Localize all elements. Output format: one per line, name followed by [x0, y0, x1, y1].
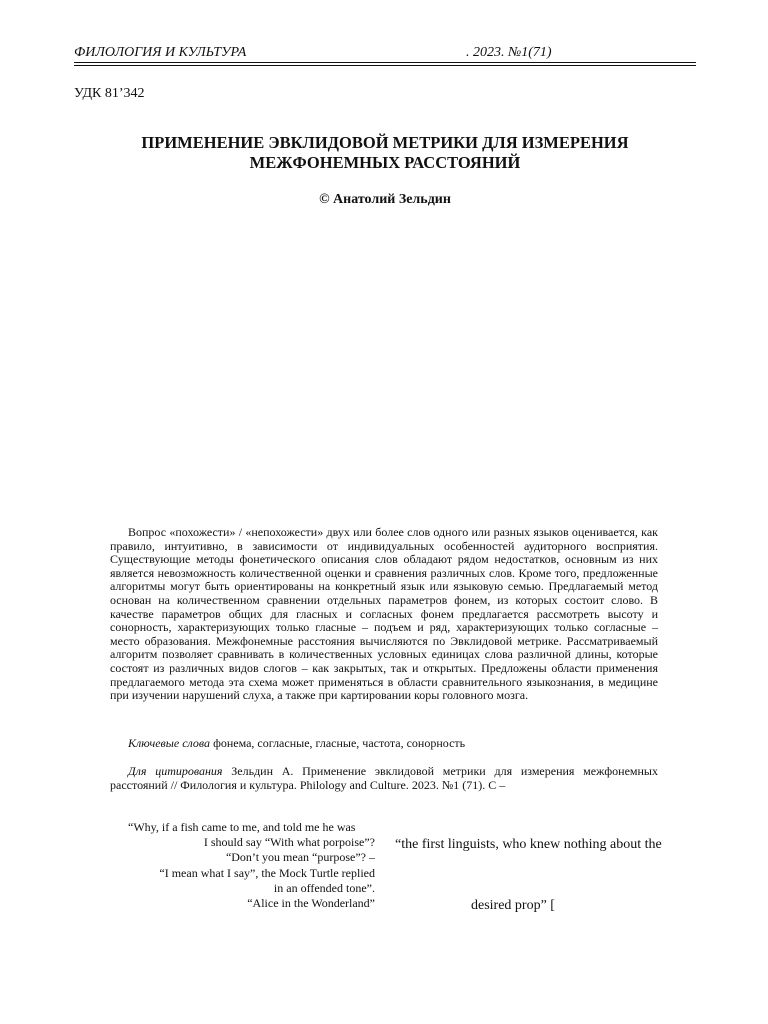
article-title — [74, 133, 696, 173]
issue-number: . 2023. №1(71) — [466, 45, 552, 60]
citation-text: Зельдин А. Применение эвклидовой метрики для измерения межфонемных расстояний // Филология и культура. Philology and Culture. 2023. №1 (71). С – — [110, 764, 658, 792]
epigraph-line: I should say “With what porpoise”? — [203, 835, 375, 850]
epigraph — [100, 820, 375, 911]
citation — [110, 764, 658, 792]
epigraph-line: in an offended tone”. — [273, 880, 375, 895]
keywords-text: фонема, согласные, гласные, частота, сонорность — [213, 736, 466, 750]
abstract-text: Вопрос «похожести» / «непохожести» двух или более слов одного или разных языков оценивается, как правило, интуитивно, в зависимости от индивидуальных особенностей аудиторного восприятия. Существующие методы фонетического описания слов обладают рядом недостатков, основным из них является невозможность количественной оценки и сравнения различных слов. Кроме того, предложенные алгоритмы могут быть ориентированы на конкретный язык или языковую семью. Предлагаемый метод основан на количественном сравнении отдельных параметров фонем, из которых состоит слово. В качестве параметров общих для гласных и согласных фонем предлагается рассмотреть высоту и сонорность, характеризующих только гласные – подъем и ряд, характеризующих только согласные – место образования. Межфонемные расстояния вычисляются по Эвклидовой метрике. Рассматриваемый алгоритм позволяет сравнивать в количественных условных единицах слова различной длины, которые состоят из различных видов слогов – как закрытых, так и открытых. Предложены области применения предлагаемого метода эта схема может применяться в области сравнительного языкознания, в медицине при изучении нарушений слуха, а также при картировании коры головного мозга. — [110, 525, 658, 703]
citation-label: Для цитирования — [128, 764, 223, 778]
journal-title: ФИЛОЛОГИЯ И КУЛЬТУРА — [74, 45, 247, 60]
author-name: © Анатолий Зельдин — [319, 192, 451, 207]
body-text-quote: “the first linguists, who knew nothing about the — [395, 837, 662, 852]
epigraph-line: “Don’t you mean “purpose”? – — [225, 850, 375, 865]
header-rule-thick — [74, 62, 696, 63]
epigraph-line: “I mean what I say”, the Mock Turtle replied — [159, 865, 375, 880]
udk-code: УДК 81’342 — [74, 86, 145, 101]
body-text-tail: desired prop” [ — [471, 898, 555, 913]
header-rule-thin — [74, 65, 696, 66]
keywords-label: Ключевые слова — [128, 736, 211, 750]
epigraph-line: “Why, if a fish came to me, and told me he was — [128, 820, 356, 834]
keywords — [110, 736, 658, 751]
title-line-2: МЕЖФОНЕМНЫХ РАССТОЯНИЙ — [249, 153, 521, 172]
title-line-1: ПРИМЕНЕНИЕ ЭВКЛИДОВОЙ МЕТРИКИ ДЛЯ ИЗМЕРЕНИЯ — [141, 133, 629, 152]
epigraph-source: “Alice in the Wonderland” — [247, 896, 375, 911]
